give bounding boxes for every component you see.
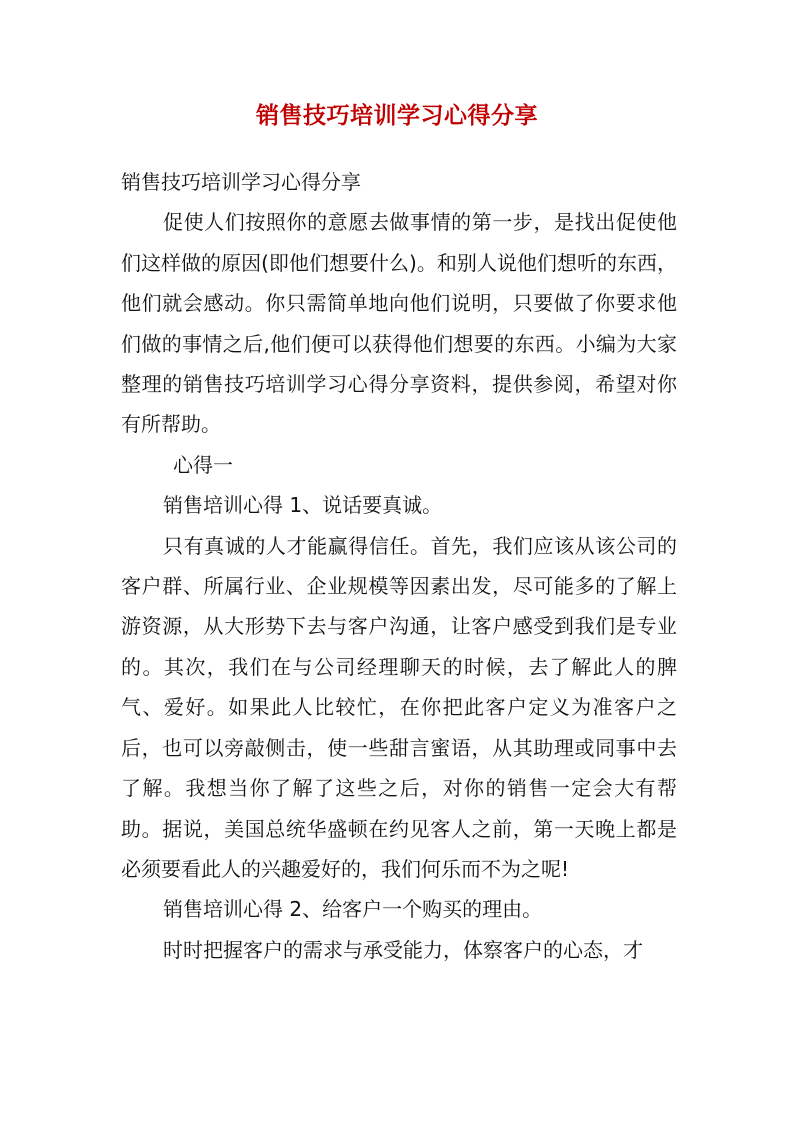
document-body — [121, 162, 677, 970]
section-heading: 心得一 — [173, 452, 233, 477]
point-heading-2: 销售培训心得 2、给客户一个购买的理由。 — [163, 897, 543, 922]
intro-paragraph: 促使人们按照你的意愿去做事情的第一步，是找出促使他们这样做的原因(即他们想要什么)。和别人说他们想听的东西，他们就会感动。你只需简单地向他们说明，只要做了你要求他们做的事情之后,他们便可以获得他们想要的东西。小编为大家整理的销售技巧培训学习心得分享资料，提供参阅，希望对你有所帮助。 — [121, 210, 677, 437]
point-body-1: 只有真诚的人才能赢得信任。首先，我们应该从该公司的客户群、所属行业、企业规模等因素出发，尽可能多的了解上游资源，从大形势下去与客户沟通，让客户感受到我们是专业的。其次，我们在与公司经理聊天的时候，去了解此人的脾气、爱好。如果此人比较忙，在你把此客户定义为准客户之后，也可以旁敲侧击，使一些甜言蜜语，从其助理或同事中去了解。我想当你了解了这些之后，对你的销售一定会大有帮助。据说，美国总统华盛顿在约见客人之前，第一天晚上都是必须要看此人的兴趣爱好的，我们何乐而不为之呢! — [121, 533, 677, 881]
point-body-2: 时时把握客户的需求与承受能力，体察客户的心态，才 — [163, 937, 643, 962]
subtitle-paragraph: 销售技巧培训学习心得分享 — [121, 170, 361, 194]
document-title: 销售技巧培训学习心得分享 — [256, 102, 538, 129]
point-heading-1: 销售培训心得 1、说话要真诚。 — [163, 493, 443, 518]
